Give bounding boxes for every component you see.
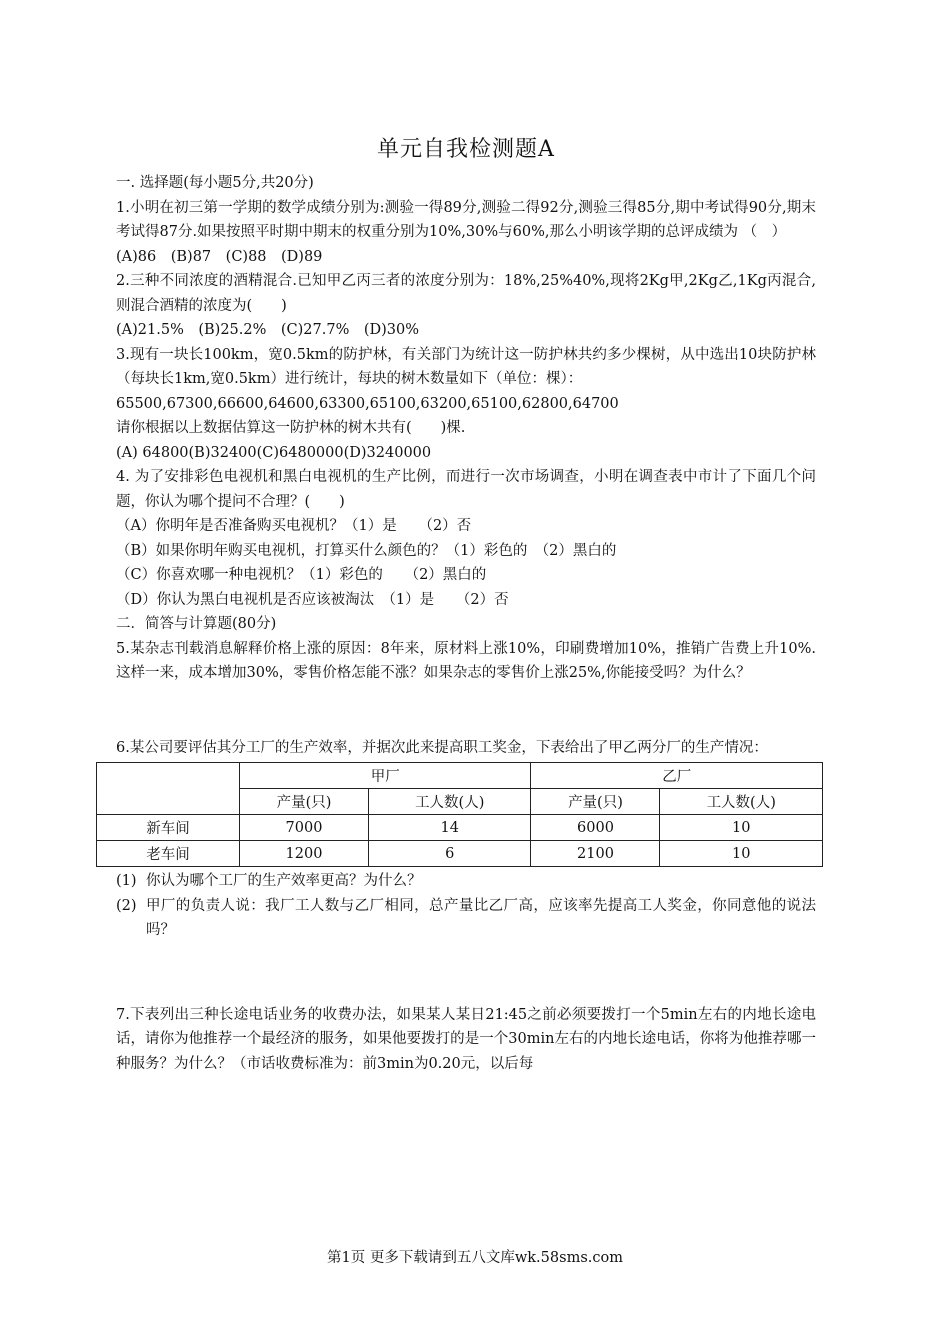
production-table bbox=[96, 762, 823, 867]
question-5: 5.某杂志刊载消息解释价格上涨的原因：8年来，原材料上涨10%，印刷费增加10%，推销广告费上升10%.这样一来，成本增加30%，零售价格怎能不涨？如果杂志的零售价上涨25%,你能接受吗？为什么？ bbox=[116, 640, 816, 681]
table-cell: 10 bbox=[660, 841, 823, 867]
table-cell: 6 bbox=[368, 841, 531, 867]
table-cell: 14 bbox=[368, 815, 531, 841]
table-header-b-workers: 工人数(人) bbox=[660, 789, 823, 815]
question-4-option-c: （C）你喜欢哪一种电视机？（1）彩色的 （2）黑白的 bbox=[116, 567, 487, 583]
question-7: 7.下表列出三种长途电话业务的收费办法，如果某人某日21:45之前必须要拨打一个5min左右的内地长途电话，请你为他推荐一个最经济的服务，如果他要拨打的是一个30min左右的内地长途电话，你将为他推荐哪一种服务？为什么？（市话收费标准为：前3min为0.20元，以后每 bbox=[116, 1006, 816, 1072]
question-6-sub-2 bbox=[116, 894, 816, 943]
question-4-option-b: （B）如果你明年购买电视机，打算买什么颜色的？（1）彩色的 （2）黑白的 bbox=[116, 542, 617, 559]
question-2-stem: 2.三种不同浓度的酒精混合.已知甲乙丙三者的浓度分别为：18%,25%40%,现将2Kg甲,2Kg乙,1Kg丙混合,则混合酒精的浓度为( ) bbox=[116, 273, 816, 314]
page-footer: 第1页 更多下载请到五八文库wk.58sms.com bbox=[327, 1250, 623, 1266]
section-heading-choice: 一. 选择题(每小题5分,共20分) bbox=[116, 175, 314, 191]
table-row bbox=[97, 841, 823, 867]
table-cell: 7000 bbox=[240, 815, 369, 841]
question-3-options: (A) 64800(B)32400(C)6480000(D)3240000 bbox=[116, 444, 432, 461]
sub-number: (2) bbox=[116, 897, 137, 914]
section-heading-calc: 二．简答与计算题(80分) bbox=[116, 616, 277, 632]
table-corner-cell bbox=[97, 763, 240, 815]
table-header-row bbox=[97, 763, 823, 789]
table-cell: 2100 bbox=[531, 841, 660, 867]
table-cell: 1200 bbox=[240, 841, 369, 867]
question-3-ask: 请你根据以上数据估算这一防护林的树木共有( )棵. bbox=[116, 420, 466, 436]
table-cell-workshop: 新车间 bbox=[97, 815, 240, 841]
table-header-a-output: 产量(只) bbox=[240, 789, 369, 815]
question-4-stem: 4. 为了安排彩色电视机和黑白电视机的生产比例，而进行一次市场调查，小明在调查表中市计了下面几个问题，你认为哪个提问不合理？( ) bbox=[116, 469, 816, 510]
question-6-stem: 6.某公司要评估其分工厂的生产效率，并据次此来提高职工奖金，下表给出了甲乙两分厂的生产情况： bbox=[116, 739, 768, 756]
sub-text: 你认为哪个工厂的生产效率更高？为什么？ bbox=[146, 873, 422, 889]
sub-text: 甲厂的负责人说：我厂工人数与乙厂相同，总产量比乙厂高，应该率先提高工人奖金，你同意他的说法吗？ bbox=[146, 897, 816, 938]
table-header-a-workers: 工人数(人) bbox=[368, 789, 531, 815]
answer-space bbox=[116, 686, 816, 736]
sub-number: (1) bbox=[116, 873, 137, 889]
question-3-data: 65500,67300,66600,64600,63300,65100,63200,65100,62800,64700 bbox=[116, 395, 619, 412]
table-header-factory-a: 甲厂 bbox=[240, 763, 531, 789]
page-title: 单元自我检测题A bbox=[377, 137, 555, 162]
table-cell-workshop: 老车间 bbox=[97, 841, 240, 867]
question-1-stem: 1.小明在初三第一学期的数学成绩分别为:测验一得89分,测验二得92分,测验三得85分,期中考试得90分,期末考试得87分.如果按照平时期中期末的权重分别为10%,30%与60%,那么小明该学期的总评成绩为 （ ） bbox=[116, 199, 816, 240]
question-4-option-a: （A）你明年是否准备购买电视机？（1）是 （2）否 bbox=[116, 518, 472, 534]
question-6-sub-1 bbox=[116, 869, 816, 894]
answer-space bbox=[116, 943, 816, 1003]
table-row bbox=[97, 815, 823, 841]
table-header-factory-b: 乙厂 bbox=[531, 763, 823, 789]
question-2-options: (A)21.5% (B)25.2% (C)27.7% (D)30% bbox=[116, 322, 420, 338]
question-3-stem: 3.现有一块长100km，宽0.5km的防护林，有关部门为统计这一防护林共约多少棵树，从中选出10块防护林（每块长1km,宽0.5km）进行统计，每块的树木数量如下（单位：棵）： bbox=[116, 346, 816, 387]
table-cell: 10 bbox=[660, 815, 823, 841]
document-page bbox=[116, 132, 816, 1076]
table-header-b-output: 产量(只) bbox=[531, 789, 660, 815]
question-4-option-d: （D）你认为黑白电视机是否应该被淘汰 （1）是 （2）否 bbox=[116, 591, 509, 608]
table-cell: 6000 bbox=[531, 815, 660, 841]
question-1-options: (A)86 (B)87 (C)88 (D)89 bbox=[116, 248, 323, 265]
